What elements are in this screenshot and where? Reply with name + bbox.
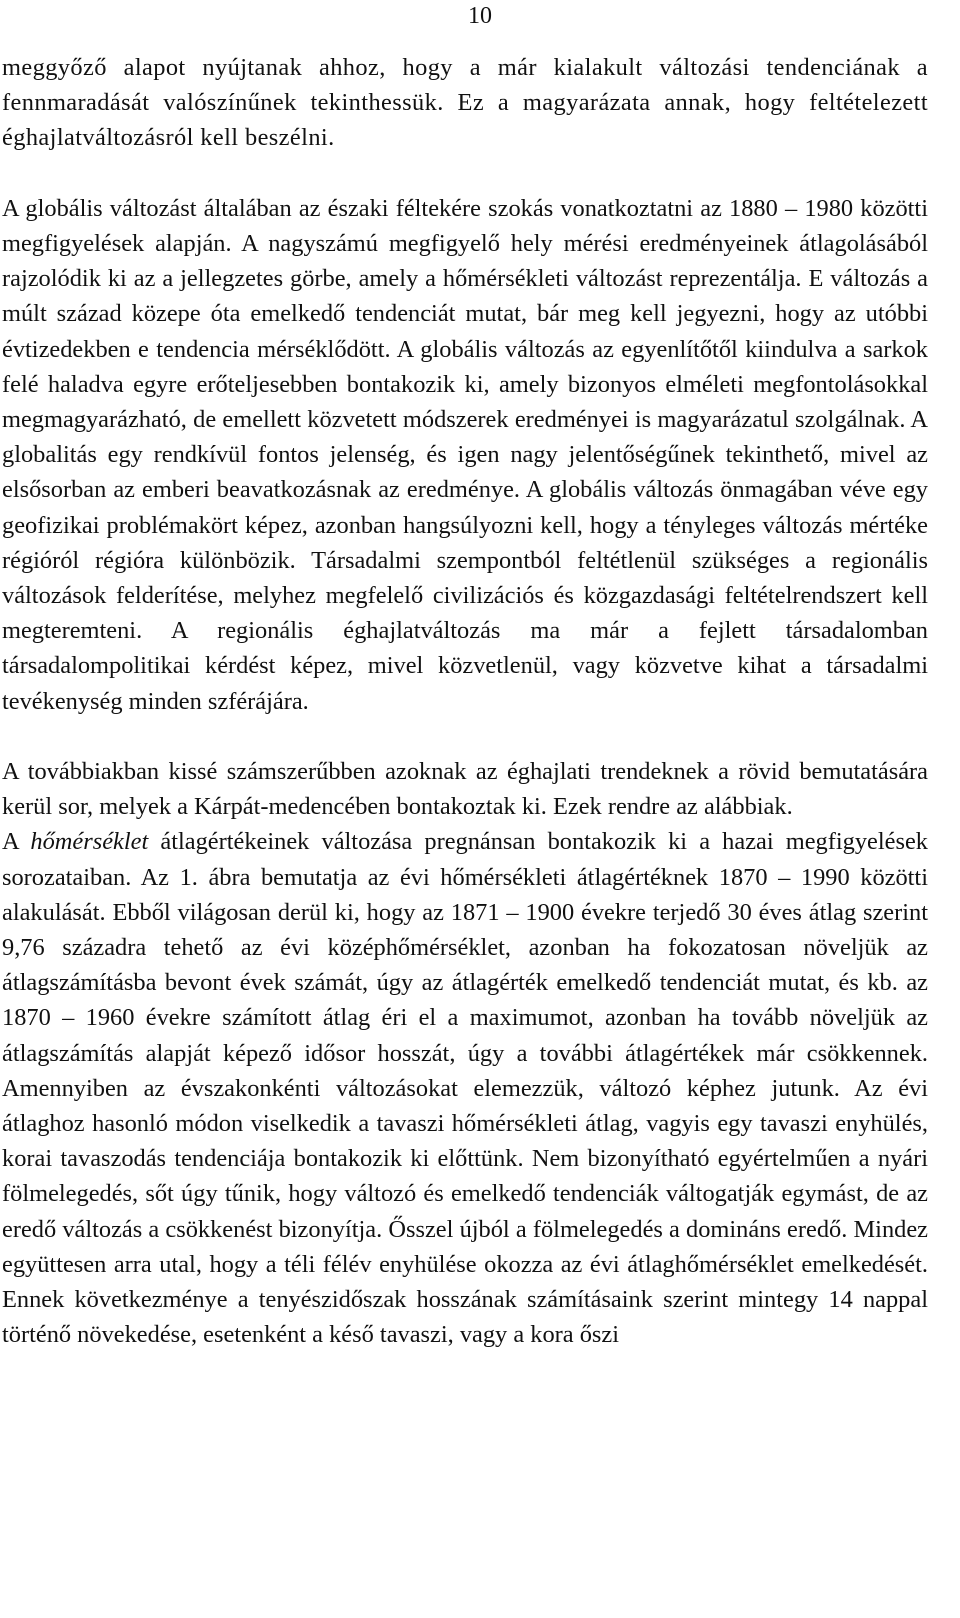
emphasis-homerseklet: hőmérséklet bbox=[30, 828, 149, 856]
paragraph-4-rest: átlagértékeinek változása pregnánsan bontakozik ki a hazai megfigyelések sorozataiban. Az 1. ábra bemutatja az évi hőmérsékleti átlagértéknek 1870 – 1990 közötti alakulását. Ebből világosan derül ki, hogy az 1871 – 1900 évekre terjedő 30 éves átlag szerint 9,76 századra tehető az évi középhőmérséklet, azonban ha fokozatosan növeljük az átlagszámításba bevont évek számát, úgy az átlagérték emelkedő tendenciát mutat, és kb. az 1870 – 1960 évekre számított átlag éri el a maximumot, azonban ha tovább növeljük az átlagszámítás alapját képező idősor hosszát, úgy a további átlagértékek már csökkennek. Amennyiben az évszakonkénti változásokat elemezzük, változó képhez jutunk. Az évi átlaghoz hasonló módon viselkedik a tavaszi hőmérsékleti átlag, vagyis egy tavaszi enyhülés, korai tavaszodás tendenciája bontakozik ki előttünk. Nem bizonyítható egyértelműen a nyári fölmelegedés, sőt úgy tűnik, hogy változó és emelkedő tendenciák váltogatják egymást, de az eredő változás a csökkenést bizonyítja. Ősszel újból a fölmelegedés a domináns eredő. Mindez együttesen arra utal, hogy a téli félév enyhülése okozza az évi átlaghőmérséklet emelkedését. Ennek következménye a tenyészidőszak hosszának számításaink szerint mintegy 14 nappal történő növekedése, esetenként a késő tavaszi, vagy a kora őszi bbox=[2, 828, 928, 1349]
paragraph-3: A továbbiakban kissé számszerűbben azoknak az éghajlati trendeknek a rövid bemutatására kerül sor, melyek a Kárpát-medencében bontakoztak ki. Ezek rendre az alábbiak. bbox=[2, 758, 928, 821]
paragraph-2: A globális változást általában az északi féltekére szokás vonatkoztatni az 1880 – 1980 közötti megfigyelések alapján. A nagyszámú megfigyelő hely mérési eredményeinek átlagolásából rajzolódik ki az a jellegzetes görbe, amely a hőmérsékleti változást reprezentálja. E változás a múlt század közepe óta emelkedő tendenciát mutat, bár meg kell jegyezni, hogy az utóbbi évtizedekben e tendencia mérséklődött. A globális változás az egyenlítőtől kiindulva a sarkok felé haladva egyre erőteljesebben bontakozik ki, amely bizonyos elméleti megfontolásokkal megmagyarázható, de emellett közvetett módszerek eredményei is magyarázatul szolgálnak. A globalitás egy rendkívül fontos jelenség, és igen nagy jelentőségűnek tekinthető, mivel az elsősorban az emberi beavatkozásnak az eredménye. A globális változás önmagában véve egy geofizikai problémakört képez, azonban hangsúlyozni kell, hogy a tényleges változás mértéke régióról régióra különbözik. Társadalmi szempontból feltétlenül szükséges a regionális változások felderítése, melyhez megfelelő civilizációs és közgazdasági feltételrendszert kell megteremteni. A regionális éghajlatváltozás ma már a fejlett társadalomban társadalompolitikai kérdést képez, mivel közvetlenül, vagy közvetve kihat a társadalmi tevékenység minden szférájára. bbox=[2, 194, 928, 715]
paragraph-4-lead: A bbox=[2, 828, 31, 856]
document-body bbox=[2, 50, 928, 1352]
page-number: 10 bbox=[468, 3, 492, 29]
paragraph-1: meggyőző alapot nyújtanak ahhoz, hogy a már kialakult változási tendenciának a fennmaradását valószínűnek tekinthessük. Ez a magyarázata annak, hogy feltételezett éghajlatváltozásról kell beszélni. bbox=[2, 54, 928, 152]
paragraph-4 bbox=[2, 824, 928, 1352]
